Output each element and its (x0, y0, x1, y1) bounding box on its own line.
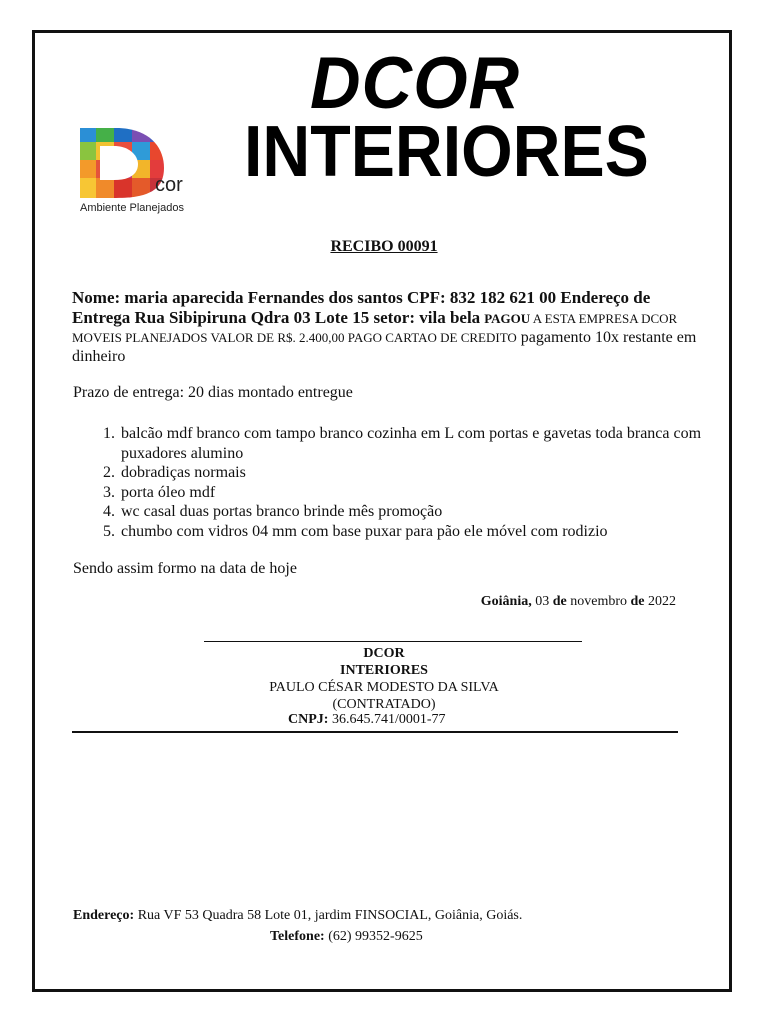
list-item: 5. chumbo com vidros 04 mm com base puxar para pão ele móvel com rodizio (119, 522, 749, 542)
date-de1: de (552, 594, 567, 609)
signer-name: PAULO CÉSAR MODESTO DA SILVA (269, 680, 499, 695)
phone-label: Telefone: (270, 929, 325, 944)
date-line (481, 594, 676, 610)
signature-company-line2: INTERIORES (340, 663, 428, 678)
footer-phone (270, 929, 423, 945)
receipt-title: RECIBO 00091 (330, 238, 438, 255)
footer-address (73, 908, 522, 924)
list-item: 3. porta óleo mdf (119, 483, 749, 503)
closing-text: Sendo assim formo na data de hoje (73, 560, 297, 577)
payment-rest: pagamento 10x restante em dinheiro (72, 329, 697, 365)
payment-text: A ESTA EMPRESA DCOR MOVEIS PLANEJADOS VALOR DE R$. 2.400,00 PAGO CARTAO DE CREDITO (72, 311, 678, 345)
receipt-details (72, 288, 702, 366)
divider (72, 731, 678, 733)
company-title-line1: DCOR (310, 42, 521, 124)
signature-block (0, 645, 768, 713)
address-value: Rua VF 53 Quadra 58 Lote 01, jardim FINSOCIAL, Goiânia, Goiás. (134, 908, 523, 923)
item-list (72, 424, 749, 541)
list-item: 4. wc casal duas portas branco brinde mês promoção (119, 502, 749, 522)
cnpj-line (288, 712, 446, 728)
signer-role: (CONTRATADO) (332, 697, 436, 712)
phone-value: (62) 99352-9625 (324, 929, 423, 944)
paid-label: PAGOU (484, 311, 531, 326)
date-de2: de (630, 594, 645, 609)
cnpj-value: 36.645.741/0001-77 (328, 712, 446, 727)
signature-line (204, 641, 582, 642)
list-item: 2. dobradiças normais (119, 463, 749, 483)
address-label: Endereço: (73, 908, 135, 923)
date-day: 03 (531, 594, 553, 609)
date-year: 2022 (644, 594, 676, 609)
company-title-line2: INTERIORES (244, 112, 649, 192)
date-city: Goiânia, (480, 594, 532, 609)
logo-caption: Ambiente Planejados (80, 202, 184, 214)
logo-word: cor (155, 174, 183, 196)
date-month: novembro (566, 594, 631, 609)
signature-company-line1: DCOR (363, 646, 405, 661)
list-item: 1. balcão mdf branco com tampo branco cozinha em L com portas e gavetas toda branca com puxadores alumino (119, 424, 749, 463)
customer-info: Nome: maria aparecida Fernandes dos santos CPF: 832 182 621 00 Endereço de Entrega Rua Sibipiruna Qdra 03 Lote 15 setor: vila bela (72, 288, 651, 327)
delivery-term: Prazo de entrega: 20 dias montado entregue (73, 384, 353, 401)
cnpj-label: CNPJ: (288, 712, 329, 727)
